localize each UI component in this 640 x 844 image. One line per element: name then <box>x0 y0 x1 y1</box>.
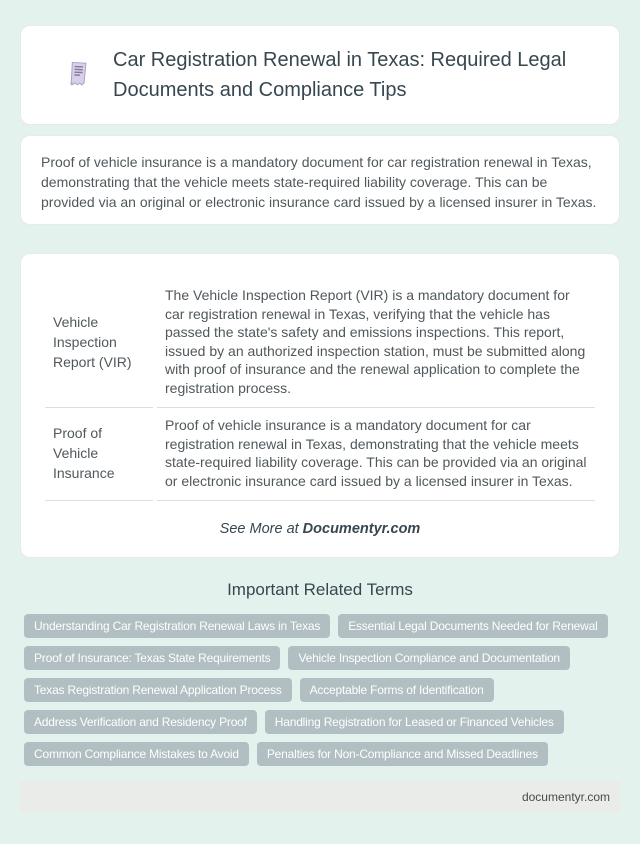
related-term-tag[interactable]: Penalties for Non-Compliance and Missed Deadlines <box>257 742 548 766</box>
footer-bar <box>20 781 620 812</box>
terms-table-body <box>45 278 595 501</box>
table-row <box>45 408 595 501</box>
definition-cell: The Vehicle Inspection Report (VIR) is a mandatory document for car registration renewal in Texas, verifying that the vehicle has passed the state's safety and emissions inspections. This report, issued by an authorized inspection station, must be submitted along with proof of insurance and the renewal application to complete the registration process. <box>157 278 595 408</box>
term-cell: Vehicle Inspection Report (VIR) <box>45 278 153 408</box>
related-term-tag[interactable]: Essential Legal Documents Needed for Renewal <box>338 614 607 638</box>
terms-card <box>20 253 620 558</box>
related-term-tag[interactable]: Handling Registration for Leased or Financed Vehicles <box>265 710 564 734</box>
related-terms-heading: Important Related Terms <box>227 580 413 599</box>
related-term-tag[interactable]: Vehicle Inspection Compliance and Documentation <box>288 646 569 670</box>
intro-card <box>20 135 620 225</box>
intro-paragraph: Proof of vehicle insurance is a mandatory document for car registration renewal in Texas, demonstrating that the vehicle meets state-required liability coverage. This can be provided via an original or electronic insurance card issued by a licensed insurer in Texas. <box>41 154 597 210</box>
related-term-tag[interactable]: Acceptable Forms of Identification <box>300 678 494 702</box>
related-term-tag[interactable]: Understanding Car Registration Renewal Laws in Texas <box>24 614 330 638</box>
related-terms-list <box>20 614 620 766</box>
footer-site-label: documentyr.com <box>521 789 610 804</box>
receipt-icon <box>65 60 91 90</box>
see-more-line <box>41 521 599 537</box>
related-term-tag[interactable]: Common Compliance Mistakes to Avoid <box>24 742 249 766</box>
table-row <box>45 278 595 408</box>
definition-cell: Proof of vehicle insurance is a mandatory document for car registration renewal in Texas, demonstrating that the vehicle meets state-required liability coverage. This can be provided via an original or electronic insurance card issued by a licensed insurer in Texas. <box>157 408 595 501</box>
title-card <box>20 25 620 125</box>
related-term-tag[interactable]: Address Verification and Residency Proof <box>24 710 257 734</box>
see-more-prefix: See More at <box>219 521 299 537</box>
related-term-tag[interactable]: Texas Registration Renewal Application Process <box>24 678 292 702</box>
terms-table <box>41 278 599 501</box>
page-title: Car Registration Renewal in Texas: Required Legal Documents and Compliance Tips <box>113 49 567 101</box>
term-cell: Proof of Vehicle Insurance <box>45 408 153 501</box>
related-term-tag[interactable]: Proof of Insurance: Texas State Requirements <box>24 646 280 670</box>
brand-link[interactable]: Documentyr.com <box>302 521 421 537</box>
